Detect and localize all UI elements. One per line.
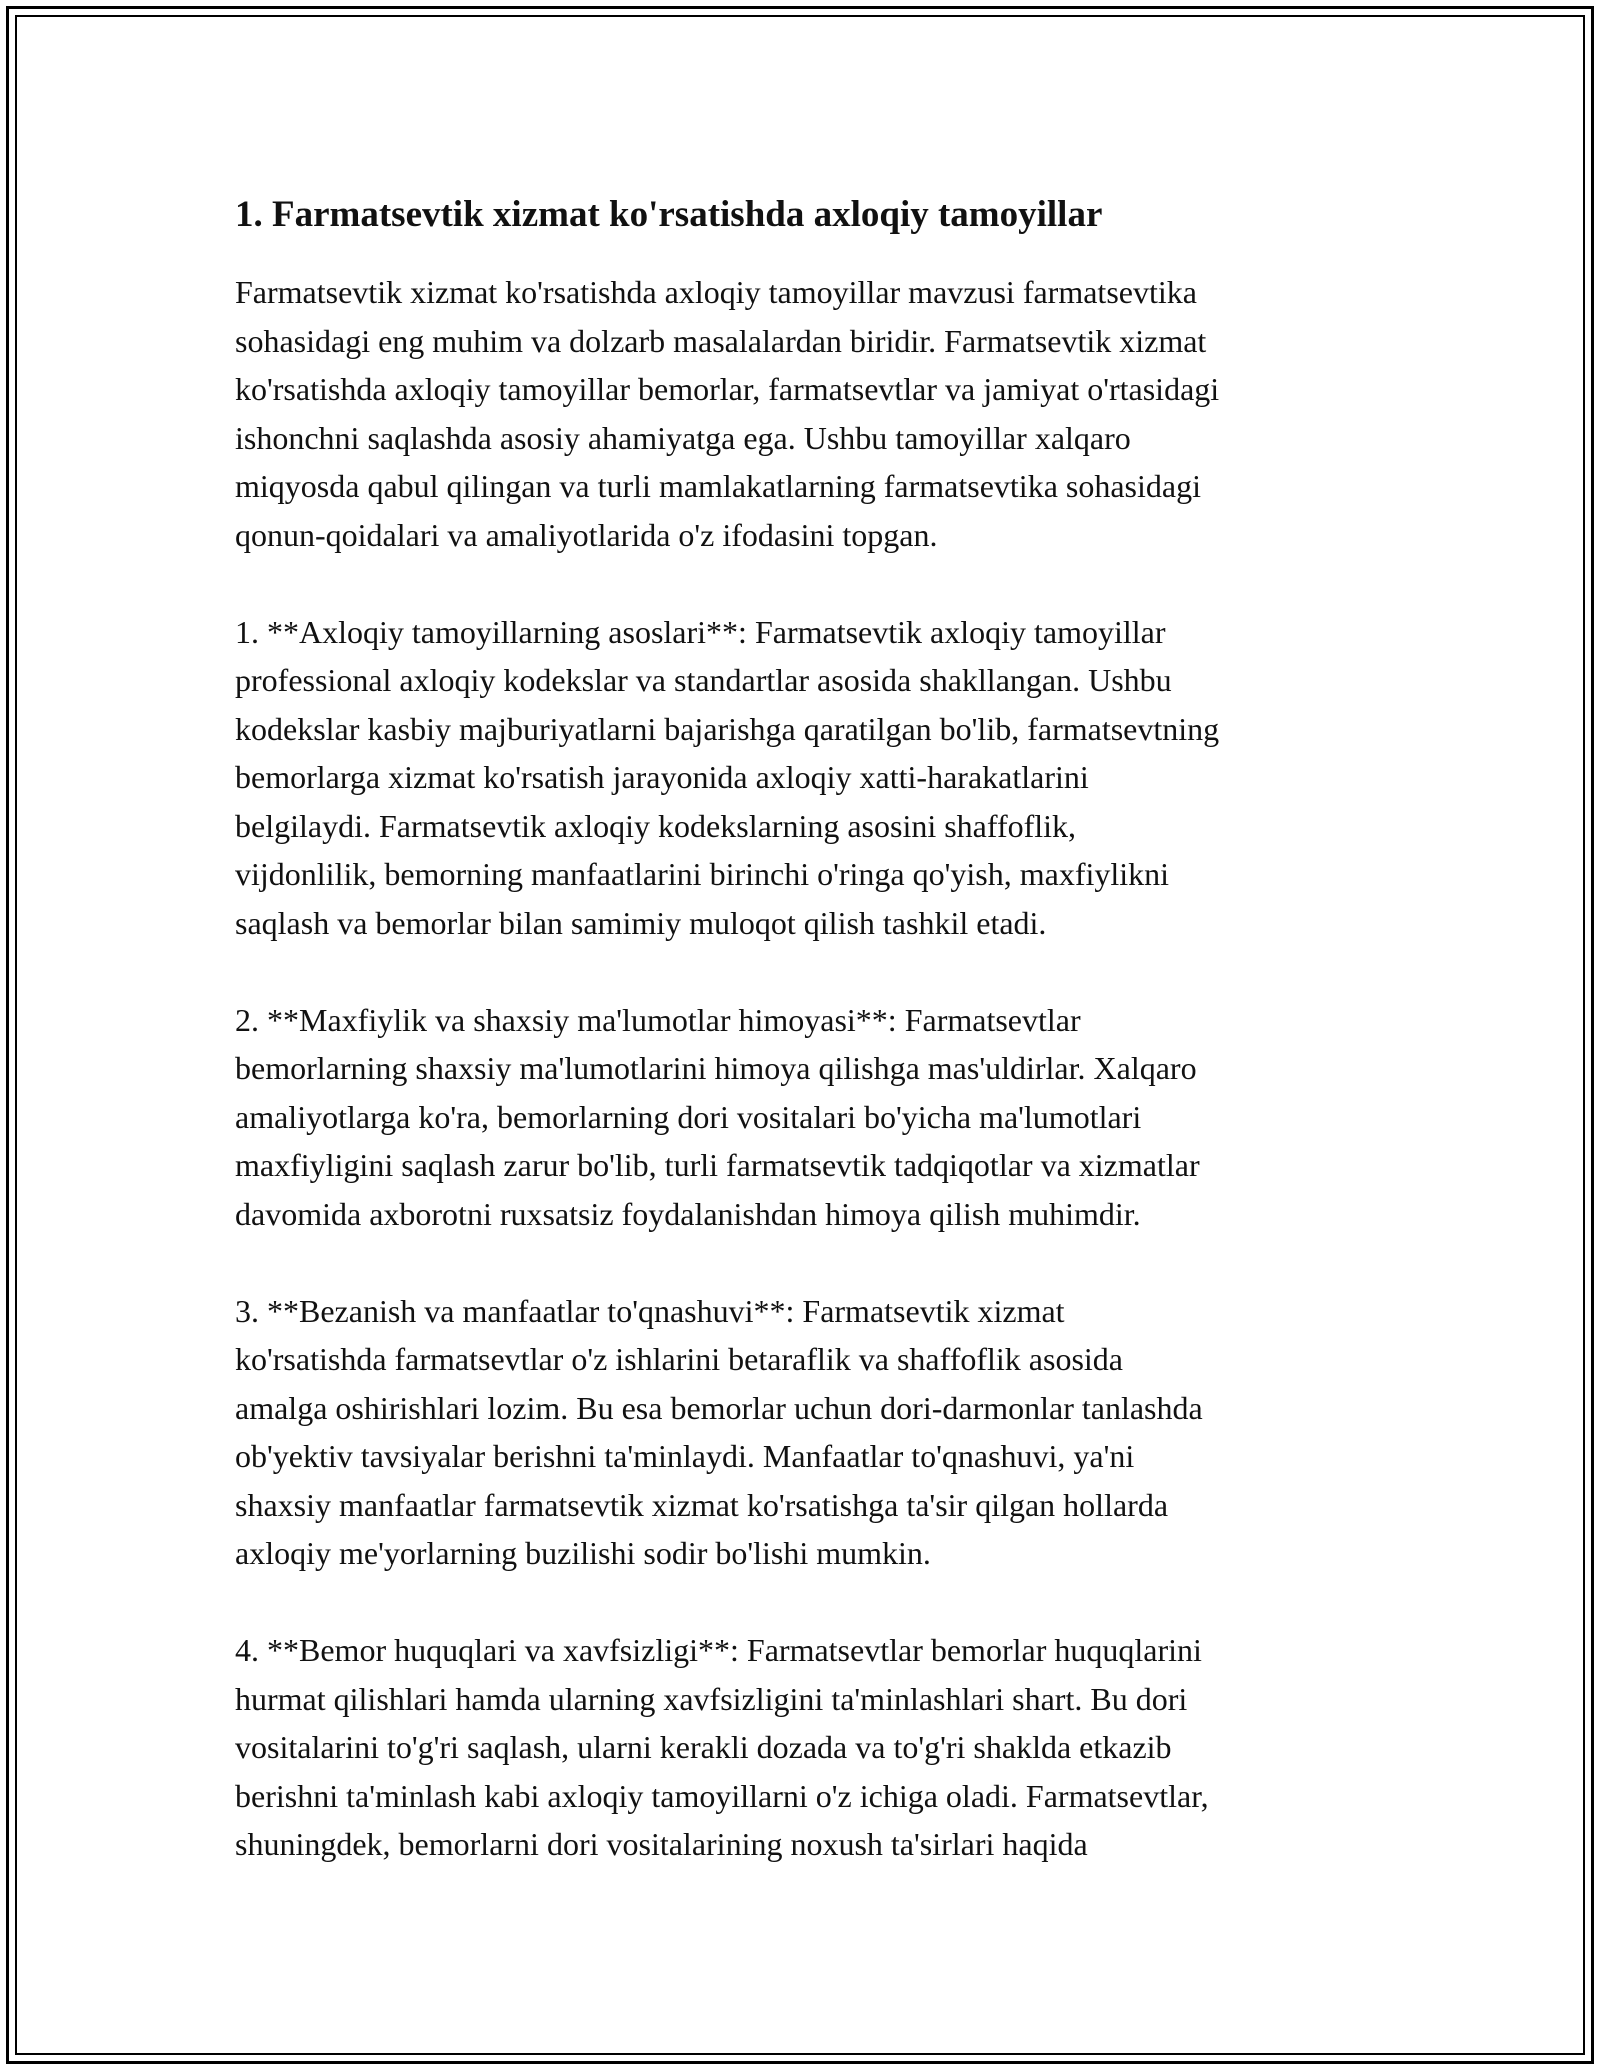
text-line: davomida axborotni ruxsatsiz foydalanishdan himoya qilish muhimdir. [235,1195,1141,1232]
document-body [235,184,1375,1917]
text-line: maxfiyligini saqlash zarur bo'lib, turli farmatsevtik tadqiqotlar va xizmatlar [235,1147,1200,1183]
text-line: vijdonlilik, bemorning manfaatlarini birinchi o'ringa qo'yish, maxfiylikni [235,856,1170,892]
text-line: ishonchni saqlashda asosiy ahamiyatga ega. Ushbu tamoyillar xalqaro [235,419,1131,456]
point-4-paragraph [235,1626,1375,1869]
text-line: amalga oshirishlari lozim. Bu esa bemorlar uchun dori-darmonlar tanlashda [235,1389,1203,1426]
text-line: shuningdek, bemorlarni dori vositalarining noxush ta'sirlari haqida [235,1826,1088,1862]
text-line: 2. **Maxfiylik va shaxsiy ma'lumotlar himoyasi**: Farmatsevtlar [235,1001,1081,1038]
text-line: saqlash va bemorlar bilan samimiy muloqot qilish tashkil etadi. [235,904,1047,941]
point-2-paragraph [235,996,1375,1239]
text-line: axloqiy me'yorlarning buzilishi sodir bo'lishi mumkin. [235,1535,931,1571]
text-line: ob'yektiv tavsiyalar berishni ta'minlaydi. Manfaatlar to'qnashuvi, ya'ni [235,1438,1135,1474]
text-line: 4. **Bemor huquqlari va xavfsizligi**: Farmatsevtlar bemorlar huquqlarini [235,1632,1202,1668]
text-line: miqyosda qabul qilingan va turli mamlakatlarning farmatsevtika sohasidagi [235,468,1201,504]
text-line: kodekslar kasbiy majburiyatlarni bajarishga qaratilgan bo'lib, farmatsevtning [235,710,1220,747]
text-line: amaliyotlarga ko'ra, bemorlarning dori vositalari bo'yicha ma'lumotlari [235,1098,1142,1135]
text-line: shaxsiy manfaatlar farmatsevtik xizmat ko'rsatishga ta'sir qilgan hollarda [235,1486,1169,1523]
text-line: 1. **Axloqiy tamoyillarning asoslari**: Farmatsevtik axloqiy tamoyillar [235,613,1166,650]
section-heading: 1. Farmatsevtik xizmat ko'rsatishda axloqiy tamoyillar [235,194,1103,235]
point-1-paragraph [235,608,1375,948]
text-line: hurmat qilishlari hamda ularning xavfsizligini ta'minlashlari shart. Bu dori [235,1680,1188,1717]
text-line: Farmatsevtik xizmat ko'rsatishda axloqiy tamoyillar mavzusi farmatsevtika [235,274,1197,310]
text-line: ko'rsatishda axloqiy tamoyillar bemorlar, farmatsevtlar va jamiyat o'rtasidagi [235,371,1220,407]
text-line: sohasidagi eng muhim va dolzarb masalalardan biridir. Farmatsevtik xizmat [235,322,1207,359]
intro-paragraph [235,268,1375,559]
text-line: professional axloqiy kodekslar va standartlar asosida shakllangan. Ushbu [235,662,1172,698]
text-line: bemorlarning shaxsiy ma'lumotlarini himoya qilishga mas'uldirlar. Xalqaro [235,1050,1197,1086]
text-line: qonun-qoidalari va amaliyotlarida o'z ifodasini topgan. [235,516,938,553]
text-line: 3. **Bezanish va manfaatlar to'qnashuvi**: Farmatsevtik xizmat [235,1292,1065,1329]
point-3-paragraph [235,1287,1375,1578]
text-line: ko'rsatishda farmatsevtlar o'z ishlarini betaraflik va shaffoflik asosida [235,1341,1123,1377]
text-line: bemorlarga xizmat ko'rsatish jarayonida axloqiy xatti-harakatlarini [235,759,1089,795]
text-line: berishni ta'minlash kabi axloqiy tamoyillarni o'z ichiga oladi. Farmatsevtlar, [235,1777,1209,1814]
text-line: vositalarini to'g'ri saqlash, ularni kerakli dozada va to'g'ri shaklda etkazib [235,1729,1172,1765]
text-line: belgilaydi. Farmatsevtik axloqiy kodekslarning asosini shaffoflik, [235,807,1077,844]
